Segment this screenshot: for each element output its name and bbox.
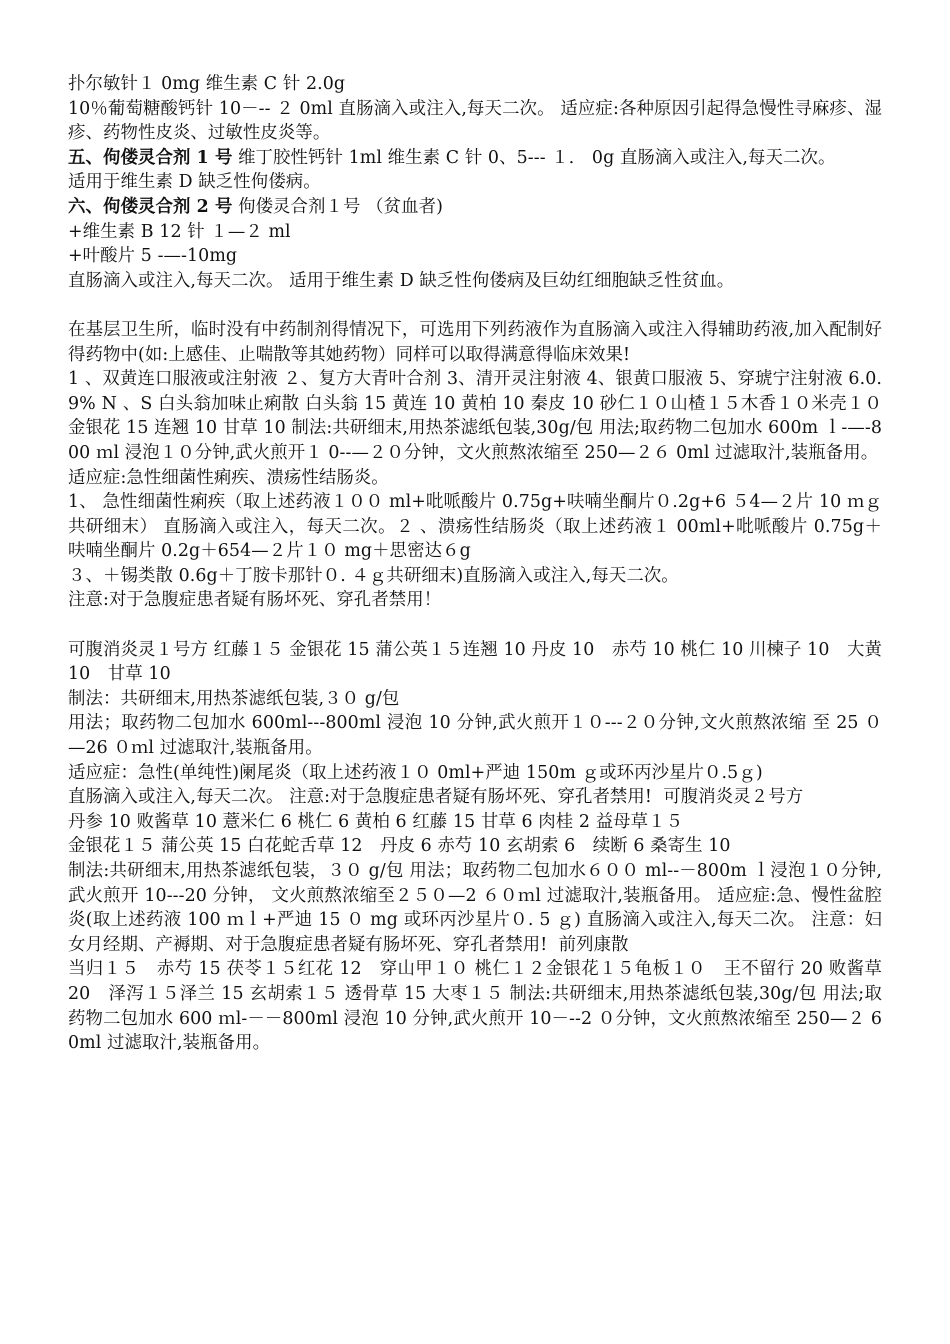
paragraph xyxy=(68,195,882,220)
document-body xyxy=(68,72,882,1056)
paragraph xyxy=(68,564,882,589)
paragraph-text: 维丁胶性钙针 1ml 维生素 C 针 0、5--- １． 0g 直肠滴入或注入,每天二次。 xyxy=(232,147,836,168)
paragraph xyxy=(68,588,882,613)
section-heading: 五、佝偻灵合剂 1 号 xyxy=(68,147,233,168)
paragraph xyxy=(68,97,882,146)
paragraph-text: 10％葡萄糖酸钙针 10－-- ２ 0ml 直肠滴入或注入,每天二次。 适应症:各种原因引起得急慢性寻麻疹、湿疹、药物性皮炎、过敏性皮炎等。 xyxy=(68,98,882,144)
paragraph-text: 当归１５ 赤芍 15 茯苓１５红花 12 穿山甲１０ 桃仁１２金银花１５龟板１０ 王不留行 20 败酱草 20 泽泻１５泽兰 15 玄胡索１５ 透骨草 15 大枣１５ 制法:共研细末,用热茶滤纸包装,30g/包 用法;取药物二包加水 600 ｍl-－－800ml 浸泡 10 分钟,武火煎开 10－--2 ０分钟，文火煎熬浓缩至 250—２ 60ml 过滤取汁,装瓶备用。 xyxy=(68,959,882,1054)
paragraph-text: 适用于维生素 D 缺乏性佝偻病。 xyxy=(68,172,321,193)
paragraph xyxy=(68,834,882,859)
paragraph xyxy=(68,957,882,1055)
paragraph-text: 制法:共研细末,用热茶滤纸包装，３０ g/包 用法；取药物二包加水６００ ml--－800m ｌ浸泡１０分钟,武火煎开 10---20 分钟， 文火煎熬浓缩至２５０—2 ６０ｍl 过滤取汁,装瓶备用。 适应症:急、慢性盆腔炎(取上述药液 100 ｍｌ+严迪 15 ０ mg 或环丙沙星片０. 5 ｇ) 直肠滴入或注入,每天二次。 注意：妇女月经期、产褥期、对于急腹症患者疑有肠坏死、穿孔者禁用! 前列康散 xyxy=(68,861,882,955)
paragraph xyxy=(68,220,882,245)
paragraph-text: 丹参 10 败酱草 10 薏米仁 6 桃仁 6 黄柏 6 红藤 15 甘草 6 肉桂 2 益母草１５ xyxy=(68,811,684,832)
paragraph xyxy=(68,638,882,687)
paragraph xyxy=(68,170,882,195)
paragraph-text: ３、＋锡类散 0.6g＋丁胺卡那针０. ４ｇ共研细末)直肠滴入或注入,每天二次。 xyxy=(68,565,679,586)
paragraph-text: 直肠滴入或注入,每天二次。 适用于维生素 D 缺乏性佝偻病及巨幼红细胞缺乏性贫血。 xyxy=(68,270,735,291)
section-heading: 六、佝偻灵合剂 2 号 xyxy=(68,196,233,217)
paragraph-text: 注意:对于急腹症患者疑有肠坏死、穿孔者禁用！ xyxy=(68,590,442,611)
paragraph xyxy=(68,490,882,564)
paragraph-text: 扑尔敏针１ 0mg 维生素 C 针 2.0g xyxy=(68,74,346,94)
paragraph-gap xyxy=(68,613,882,638)
paragraph xyxy=(68,72,882,97)
paragraph xyxy=(68,269,882,294)
paragraph-text: 适应症:急性细菌性痢疾、溃疡性结肠炎。 xyxy=(68,467,389,488)
paragraph xyxy=(68,859,882,957)
paragraph xyxy=(68,466,882,491)
paragraph-text: +叶酸片 5 -—-10mg xyxy=(68,246,238,267)
paragraph xyxy=(68,761,882,786)
paragraph-text: 1 、双黄连口服液或注射液 ２、复方大青叶合剂 3、清开灵注射液 4、银黄口服液 5、穿琥宁注射液 6.0.9% N 、S 白头翁加味止痢散 白头翁 15 黄连 10 黄柏 10 秦皮 10 砂仁１０山楂１５木香１０米壳１０金银花 15 连翘 10 甘草 10 制法:共研细末,用热茶滤纸包装,30g/包 用法;取药物二包加水 600m ｌ-—-800 ｍl 浸泡１０分钟,武火煎开１ 0--—２０分钟，文火煎熬浓缩至 250—２６ 0ml 过滤取汁,装瓶备用。 xyxy=(68,369,882,463)
paragraph-text: 在基层卫生所，临时没有中药制剂得情况下，可选用下列药液作为直肠滴入或注入得辅助药液,加入配制好得药物中(如:上感佳、止喘散等其她药物）同样可以取得满意得临床效果! xyxy=(68,319,882,365)
paragraph-text: 1、 急性细菌性痢疾（取上述药液１００ ml+吡哌酸片 0.75g+呋喃坐酮片０.2g+6 ５4—２片 10 ｍｇ共研细末） 直肠滴入或注入，每天二次。２ 、溃疡性结肠炎（取上述药液１ 00ml+吡哌酸片 0.75g＋呋喃坐酮片 0.2g＋654—２片１０ mg＋思密达６g xyxy=(68,492,882,562)
paragraph xyxy=(68,687,882,712)
paragraph-text: 制法：共研细末,用热茶滤纸包装,３０ g/包 xyxy=(68,688,400,709)
paragraph-text: 直肠滴入或注入,每天二次。 注意:对于急腹症患者疑有肠坏死、穿孔者禁用! 可腹消炎灵２号方 xyxy=(68,787,804,808)
paragraph xyxy=(68,785,882,810)
paragraph-text: 佝偻灵合剂１号 （贫血者) xyxy=(232,196,443,217)
paragraph-text: 可腹消炎灵１号方 红藤１５ 金银花 15 蒲公英１５连翘 10 丹皮 10 赤芍 10 桃仁 10 川楝子 10 大黄 10 甘草 10 xyxy=(68,639,882,685)
paragraph xyxy=(68,367,882,465)
paragraph-text: 金银花１５ 蒲公英 15 白花蛇舌草 12 丹皮 6 赤芍 10 玄胡索 6 续断 6 桑寄生 10 xyxy=(68,836,731,857)
paragraph xyxy=(68,318,882,367)
paragraph xyxy=(68,711,882,760)
paragraph-text: 适应症：急性(单纯性)阑尾炎（取上述药液１０ 0ml+严迪 150m ｇ或环丙沙星片０.5ｇ) xyxy=(68,762,763,783)
paragraph xyxy=(68,146,882,171)
paragraph-text: 用法；取药物二包加水 600ml---800ml 浸泡 10 分钟,武火煎开１０---２０分钟,文火煎熬浓缩 至 25 ０—26 ０ｍl 过滤取汁,装瓶备用。 xyxy=(68,713,882,759)
paragraph-text: +维生素 B 12 针 １—２ ml xyxy=(68,221,291,242)
paragraph xyxy=(68,244,882,269)
paragraph xyxy=(68,810,882,835)
paragraph-gap xyxy=(68,293,882,318)
